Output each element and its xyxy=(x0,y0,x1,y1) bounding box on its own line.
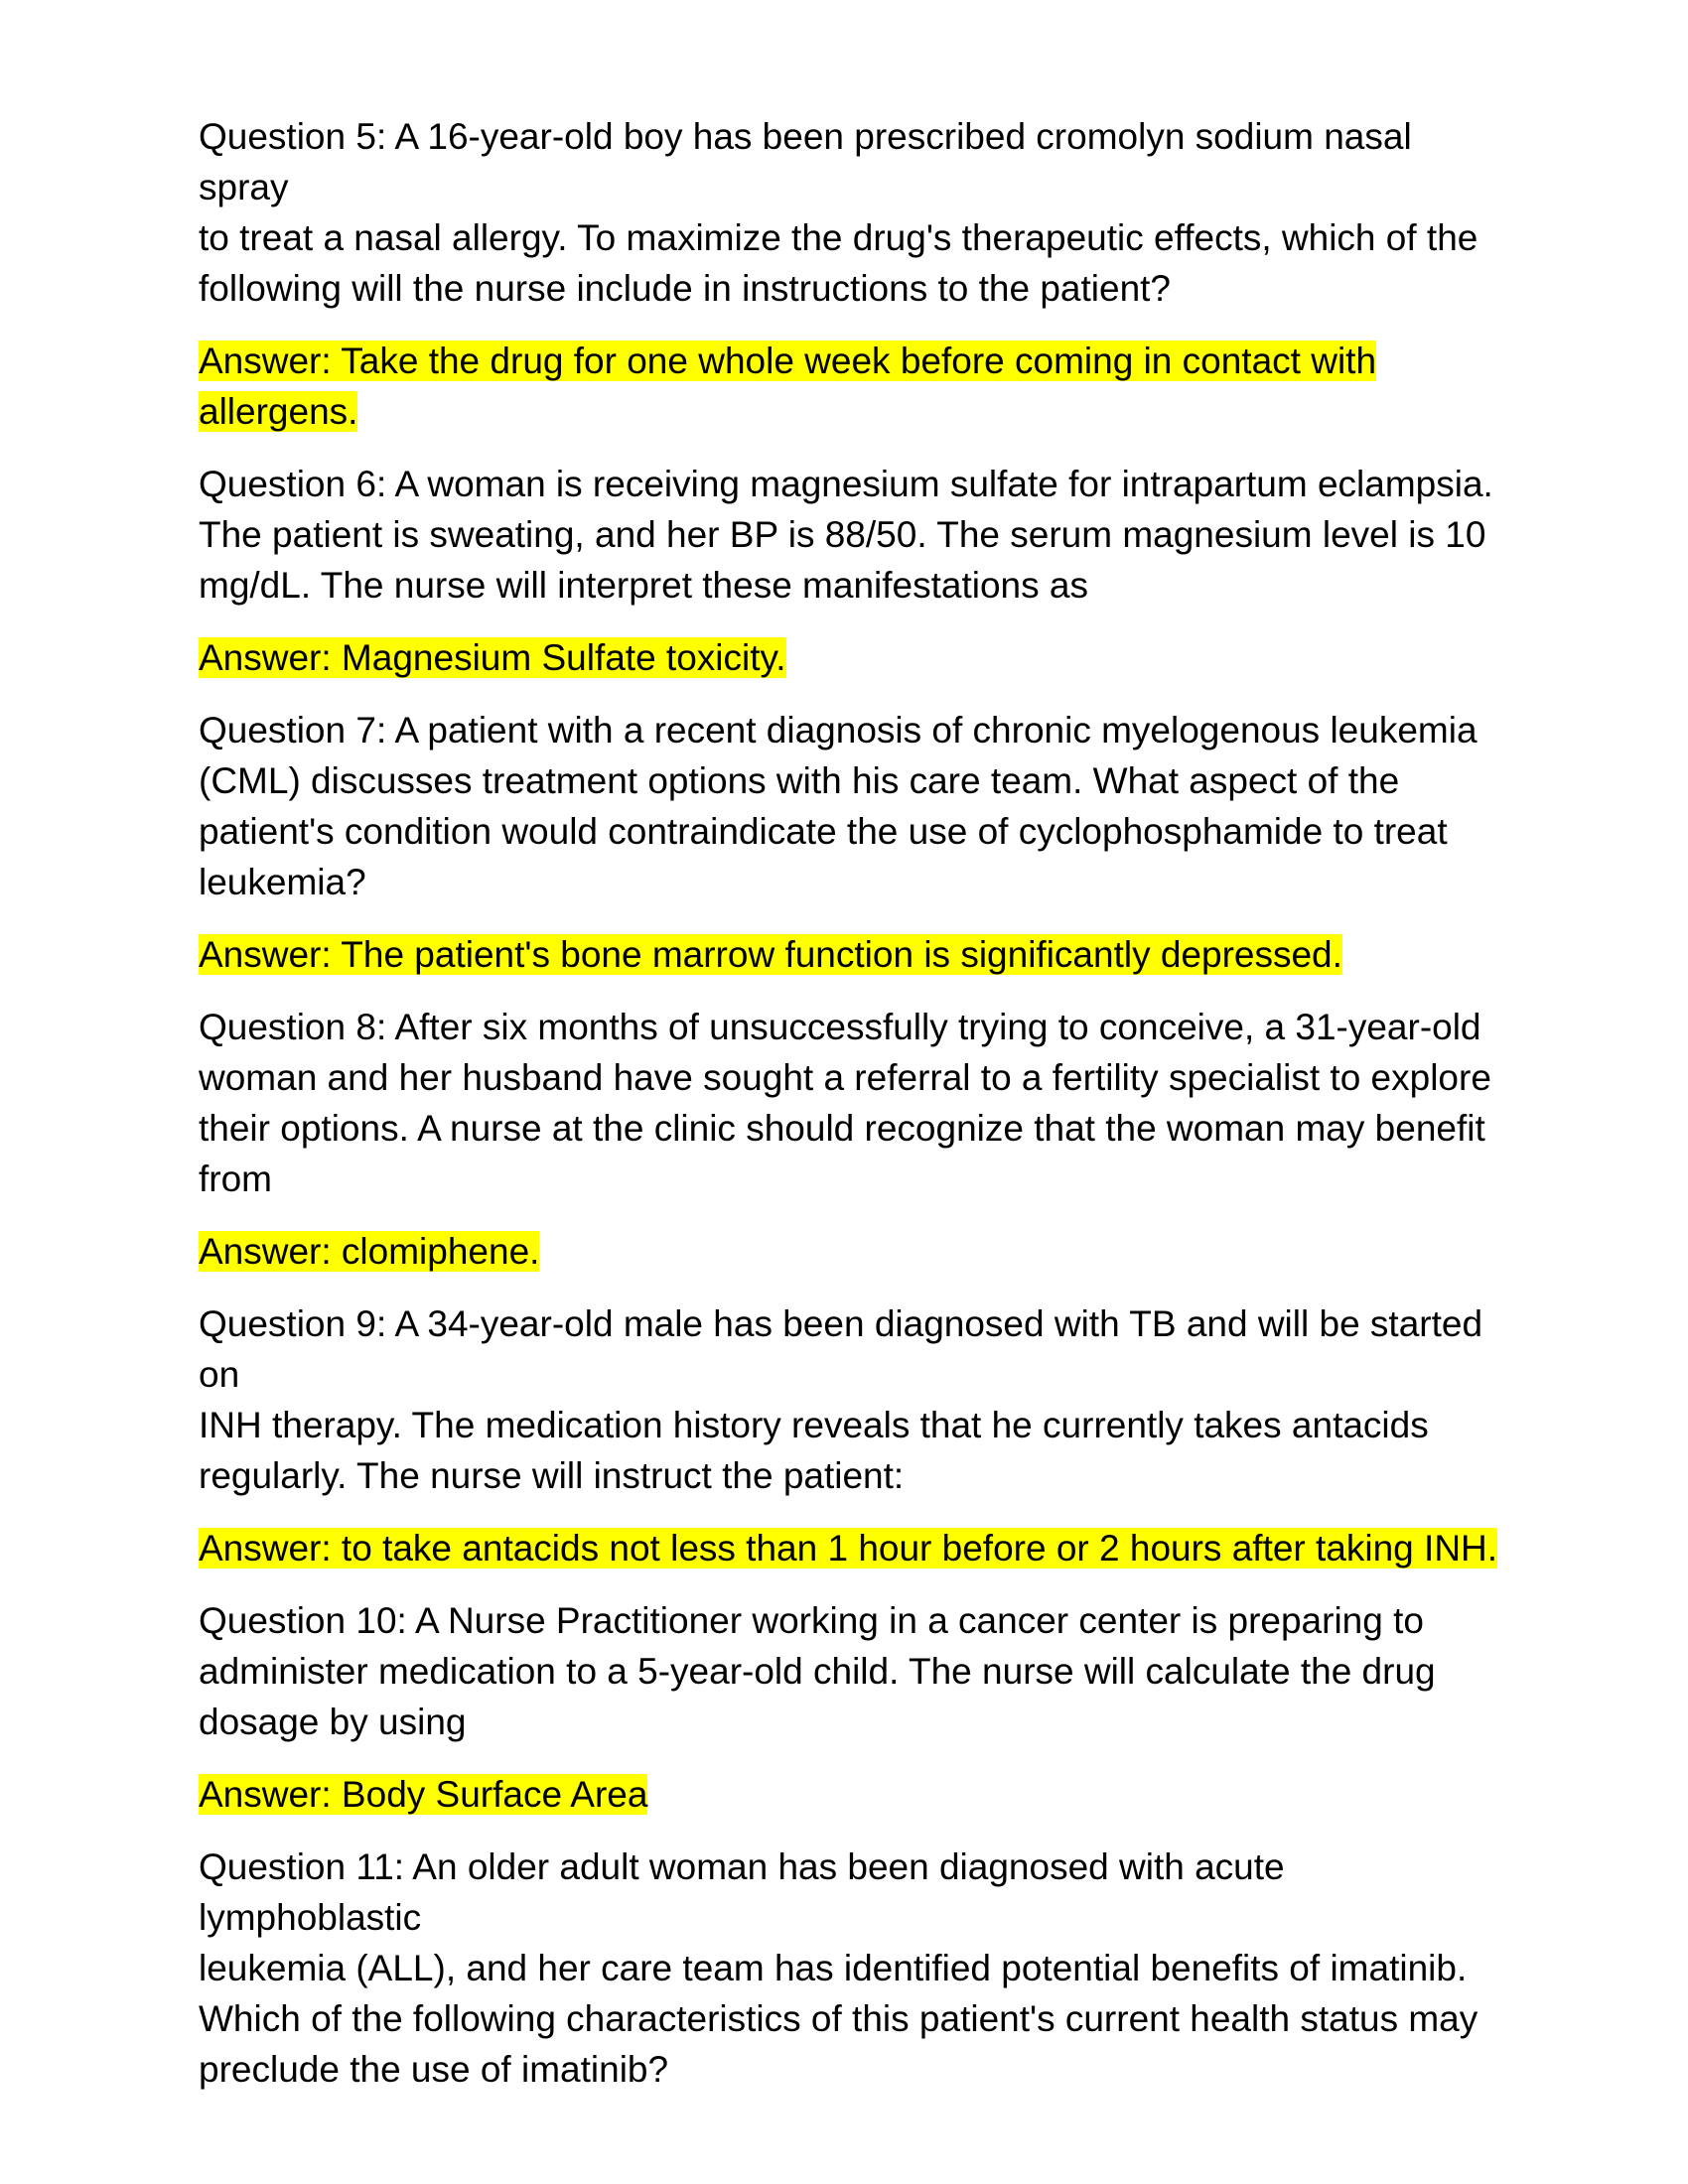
answer-5-highlight: Answer: Take the drug for one whole week before coming in contact with allergens. xyxy=(199,341,1377,432)
question-7: Question 7: A patient with a recent diagnosis of chronic myelogenous leukemia (CML) discusses treatment options with his care team. What aspect of the patient's condition would contraindicate the use of cyclophosphamide to treat leukemia? xyxy=(199,710,1477,902)
answer-8-highlight: Answer: clomiphene. xyxy=(199,1231,540,1272)
answer-8 xyxy=(199,1226,1499,1277)
question-9: Question 9: A 34-year-old male has been diagnosed with TB and will be started on INH therapy. The medication history reveals that he currently takes antacids regularly. The nurse will instruct the patient: xyxy=(199,1303,1483,1496)
answer-6 xyxy=(199,632,1499,683)
answer-6-highlight: Answer: Magnesium Sulfate toxicity. xyxy=(199,637,786,678)
answer-7 xyxy=(199,929,1499,980)
question-10: Question 10: A Nurse Practitioner working in a cancer center is preparing to administer medication to a 5-year-old child. The nurse will calculate the drug dosage by using xyxy=(199,1600,1436,1742)
question-5: Question 5: A 16-year-old boy has been prescribed cromolyn sodium nasal spray to treat a nasal allergy. To maximize the drug's therapeutic effects, which of the following will the nurse include in instructions to the patient? xyxy=(199,116,1478,309)
answer-7-highlight: Answer: The patient's bone marrow function is significantly depressed. xyxy=(199,934,1342,975)
answer-10 xyxy=(199,1769,1499,1820)
answer-9-highlight: Answer: to take antacids not less than 1 hour before or 2 hours after taking INH. xyxy=(199,1528,1498,1569)
question-8: Question 8: After six months of unsuccessfully trying to conceive, a 31-year-old woman and her husband have sought a referral to a fertility specialist to explore their options. A nurse at the clinic should recognize that the woman may benefit from xyxy=(199,1007,1491,1199)
answer-9 xyxy=(199,1523,1499,1573)
question-6: Question 6: A woman is receiving magnesium sulfate for intrapartum eclampsia. The patient is sweating, and her BP is 88/50. The serum magnesium level is 10 mg/dL. The nurse will interpret these manifestations as xyxy=(199,464,1493,606)
answer-5 xyxy=(199,336,1499,437)
question-11: Question 11: An older adult woman has been diagnosed with acute lymphoblastic leukemia (ALL), and her care team has identified potential benefits of imatinib. Which of the following characteristics of this patient's current health status may preclude the use of imatinib? xyxy=(199,1846,1478,2090)
answer-10-highlight: Answer: Body Surface Area xyxy=(199,1774,648,1815)
document-page xyxy=(199,111,1499,2116)
